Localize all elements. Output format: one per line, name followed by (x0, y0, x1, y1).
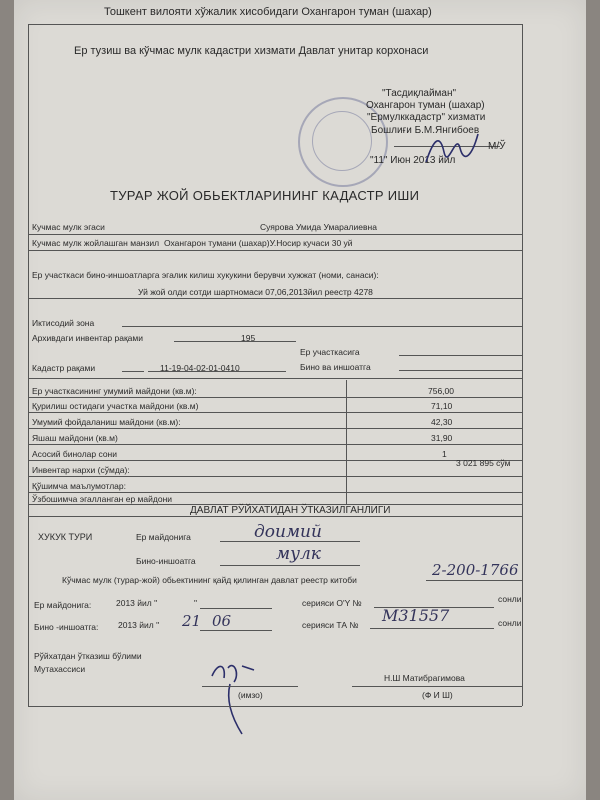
area-row-5-line (28, 460, 522, 461)
approval-line1: "Тасдиқлайман" (382, 88, 457, 99)
building-underline (399, 370, 522, 371)
owner-label: Кучмас мулк эгаси (32, 222, 105, 232)
building-label: Бино ва иншоатга (300, 362, 371, 372)
series-ta-label: серияси ТА № (302, 620, 359, 630)
land-plot-label: Ер участкасига (300, 347, 360, 357)
area-row-5-value: 1 (442, 449, 447, 459)
zone-label: Иктисодий зона (32, 318, 95, 328)
area-row-6-label: Инвентар нархи (сўмда): (32, 465, 130, 475)
right-doc-underline (28, 298, 522, 299)
archive-value: 195 (241, 333, 256, 343)
cadastre-prefix-line (122, 371, 144, 372)
approval-line4: Бошлиғи Б.М.Янгибоев (371, 125, 480, 136)
building-row-month: 06 (212, 612, 232, 630)
area-row-4-label: Яшаш майдони (кв.м) (32, 433, 118, 443)
area-row-1-line (28, 397, 522, 398)
frame-top (28, 24, 522, 25)
area-row-2-label: Қурилиш остидаги участка майдони (кв.м) (32, 401, 199, 411)
section-divider (28, 378, 522, 379)
land-row-date-line (200, 608, 272, 609)
address-underline (28, 250, 522, 251)
land-row-year: 2013 йил " (116, 598, 158, 608)
registration-heading-line (28, 516, 522, 517)
land-row-quote: " (194, 598, 198, 608)
land-plot-underline (399, 355, 522, 356)
area-row-5-label: Асосий бинолар сони (32, 449, 117, 459)
building-right-value: мулк (276, 544, 321, 564)
area-row-7-label: Қўшимча маълумотлар: (32, 481, 126, 491)
right-type-label: ХУКУК ТУРИ (38, 532, 93, 542)
document-title: ТУРАР ЖОЙ ОБЬЕКТЛАРИНИНГ КАДАСТР ИШИ (110, 188, 420, 203)
building-row-year: 2013 йил " (118, 620, 160, 630)
address-label: Кучмас мулк жойлашган манзил (32, 238, 160, 248)
area-row-3-value: 42,30 (431, 417, 453, 427)
address-value: Охангарон тумани (шахар)У.Носир кучаси 30 уй (164, 238, 353, 248)
area-row-7-line (28, 492, 522, 493)
land-right-value: доимий (254, 522, 322, 542)
right-doc-value: Уй жой олди сотди шартномаси 07,06,2013йил реестр 4278 (138, 287, 373, 297)
cadastre-value: 11-19-04-02-01-0410 (160, 363, 240, 373)
area-row-2-value: 71,10 (431, 401, 453, 411)
building-row-day: 21 (182, 612, 202, 630)
archive-label: Архивдаги инвентар рақами (32, 333, 144, 343)
building-right-label: Бино-иншоатга (136, 556, 196, 566)
area-row-4-line (28, 444, 522, 445)
land-row-label: Ер майдонига: (34, 600, 92, 610)
series-ta-line (370, 628, 494, 629)
owner-underline (28, 234, 522, 235)
area-row-1-label: Ер участкасининг умумий майдони (кв.м): (32, 386, 197, 396)
dept-line2: Мутахассиси (34, 664, 86, 674)
frame-right (522, 24, 523, 706)
building-row-date-line (200, 630, 272, 631)
sonli-1: сонли (498, 594, 522, 604)
owner-value: Суярова Умида Умаралиевна (260, 222, 377, 232)
building-row-label: Бино -иншоатга: (34, 622, 99, 632)
signature-line (202, 686, 298, 687)
registry-label: Кўчмас мулк (турар-жой) обьектининг қайд қилинган давлат реестр китоби (62, 575, 357, 585)
approval-mu: М/Ў (488, 141, 506, 152)
fio-caption: (Ф И Ш) (422, 690, 453, 700)
approval-line2: Охангарон туман (шахар) (366, 100, 485, 111)
zone-underline (122, 326, 522, 327)
fio-line (352, 686, 522, 687)
area-row-6-line (28, 476, 522, 477)
frame-left (28, 24, 29, 706)
area-row-3-label: Умумий фойдаланиш майдони (кв.м): (32, 417, 181, 427)
building-right-underline (220, 565, 360, 566)
area-row-4-value: 31,90 (431, 433, 453, 443)
cadastre-underline (148, 371, 286, 372)
series-ta-value: М31557 (382, 606, 450, 625)
registration-heading: ДАВЛАТ РЎЙХАТИДАН ЎТКАЗИЛГАНЛИГИ (190, 505, 391, 516)
land-right-underline (220, 541, 360, 542)
specialist-name: Н.Ш Матибрагимова (384, 673, 465, 683)
cadastre-label: Кадастр рақами (32, 363, 96, 373)
area-row-3-line (28, 428, 522, 429)
document-page (14, 0, 586, 800)
area-row-1-value: 756,00 (428, 386, 454, 396)
area-row-6-value: 3 021 895 сўм (456, 458, 511, 468)
approval-signature (422, 128, 482, 168)
approval-date: "11" Июн 2013 йил (370, 155, 456, 166)
sonli-2: сонли (498, 618, 522, 628)
registry-underline (426, 580, 522, 581)
area-row-8-label: Ўзбошимча эгалланган ер майдони (32, 494, 173, 504)
registry-value: 2-200-1766 (432, 561, 519, 579)
approval-line3: "Ермулккадастр" хизмати (367, 112, 486, 123)
area-values-column-divider (346, 380, 347, 504)
archive-underline (174, 341, 296, 342)
series-oy-label: серияси O'Y № (302, 598, 362, 608)
dept-line1: Рўйхатдан ўтказиш бўлими (34, 651, 142, 661)
frame-bottom (28, 706, 522, 707)
sign-caption: (имзо) (238, 690, 263, 700)
header-org-line2: Ер тузиш ва кўчмас мулк кадастри хизмати Давлат унитар корхонаси (74, 45, 429, 57)
land-right-label: Ер майдонига (136, 532, 191, 542)
header-org-line1: Тошкент вилояти хўжалик хисобидаги Охангарон туман (шахар) (104, 6, 432, 18)
right-doc-label: Ер участкаси бино-иншоатларга эгалик килиш хукукини берувчи хужжат (номи, санаси): (32, 270, 379, 280)
area-row-2-line (28, 412, 522, 413)
